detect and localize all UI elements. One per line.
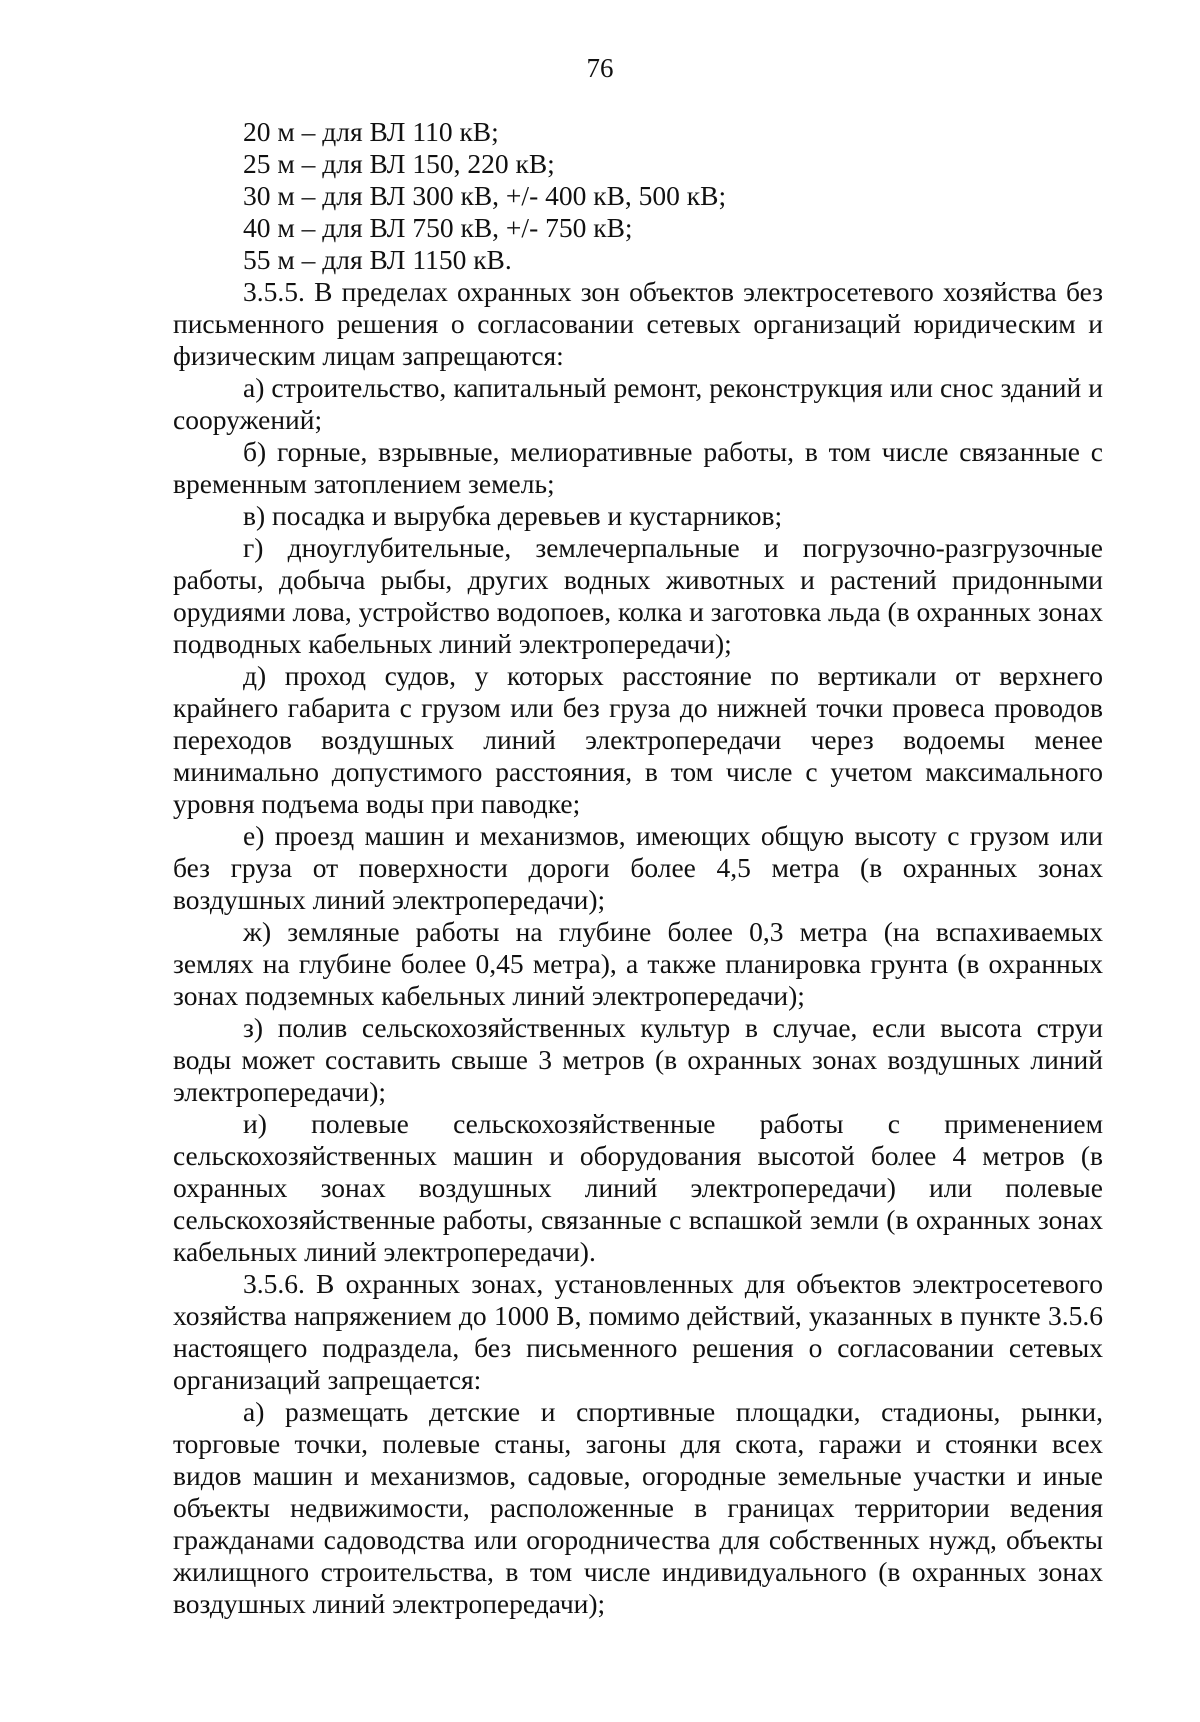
paragraph: 40 м – для ВЛ 750 кВ, +/- 750 кВ; — [243, 212, 633, 243]
paragraph: е) проезд машин и механизмов, имеющих общую высоту с грузом или без груза от поверхности дороги более 4,5 метра (в охранных зонах воздушных линий электропередачи); — [173, 820, 1103, 915]
page-number: 76 — [586, 53, 614, 83]
paragraph: и) полевые сельскохозяйственные работы с применением сельскохозяйственных машин и оборудования высотой более 4 метров (в охранных зонах воздушных линий электропередачи) или полевые сельскохозяйственные работы, связанные с вспашкой земли (в охранных зонах кабельных линий электропередачи). — [173, 1108, 1103, 1267]
paragraph: ж) земляные работы на глубине более 0,3 метра (на вспахиваемых землях на глубине более 0,45 метра), а также планировка грунта (в охранных зонах подземных кабельных линий электропередачи); — [173, 916, 1103, 1011]
paragraph: 3.5.5. В пределах охранных зон объектов электросетевого хозяйства без письменного решения о согласовании сетевых организаций юридическим и физическим лицам запрещаются: — [173, 276, 1103, 371]
document-body — [173, 116, 1103, 1620]
paragraph: в) посадка и вырубка деревьев и кустарников; — [243, 500, 783, 531]
paragraph: 30 м – для ВЛ 300 кВ, +/- 400 кВ, 500 кВ; — [243, 180, 727, 211]
paragraph: 55 м – для ВЛ 1150 кВ. — [243, 244, 512, 275]
paragraph: з) полив сельскохозяйственных культур в случае, если высота струи воды может составить свыше 3 метров (в охранных зонах воздушных линий электропередачи); — [173, 1012, 1103, 1107]
paragraph: 3.5.6. В охранных зонах, установленных для объектов электросетевого хозяйства напряжением до 1000 В, помимо действий, указанных в пункте 3.5.6 настоящего подраздела, без письменного решения о согласовании сетевых организаций запрещается: — [173, 1268, 1103, 1395]
paragraph: 20 м – для ВЛ 110 кВ; — [243, 116, 499, 147]
paragraph: д) проход судов, у которых расстояние по вертикали от верхнего крайнего габарита с грузом или без груза до нижней точки провеса проводов переходов воздушных линий электропередачи через водоемы менее минимально допустимого расстояния, в том числе с учетом максимального уровня подъема воды при паводке; — [173, 660, 1103, 819]
paragraph: а) строительство, капитальный ремонт, реконструкция или снос зданий и сооружений; — [173, 372, 1103, 435]
paragraph: б) горные, взрывные, мелиоративные работы, в том числе связанные с временным затоплением земель; — [173, 436, 1103, 499]
paragraph: 25 м – для ВЛ 150, 220 кВ; — [243, 148, 555, 179]
paragraph: г) дноуглубительные, землечерпальные и погрузочно-разгрузочные работы, добыча рыбы, других водных животных и растений придонными орудиями лова, устройство водопоев, колка и заготовка льда (в охранных зонах подводных кабельных линий электропередачи); — [173, 532, 1103, 659]
paragraph: а) размещать детские и спортивные площадки, стадионы, рынки, торговые точки, полевые станы, загоны для скота, гаражи и стоянки всех видов машин и механизмов, садовые, огородные земельные участки и иные объекты недвижимости, расположенные в границах территории ведения гражданами садоводства или огородничества для собственных нужд, объекты жилищного строительства, в том числе индивидуального (в охранных зонах воздушных линий электропередачи); — [173, 1396, 1103, 1619]
